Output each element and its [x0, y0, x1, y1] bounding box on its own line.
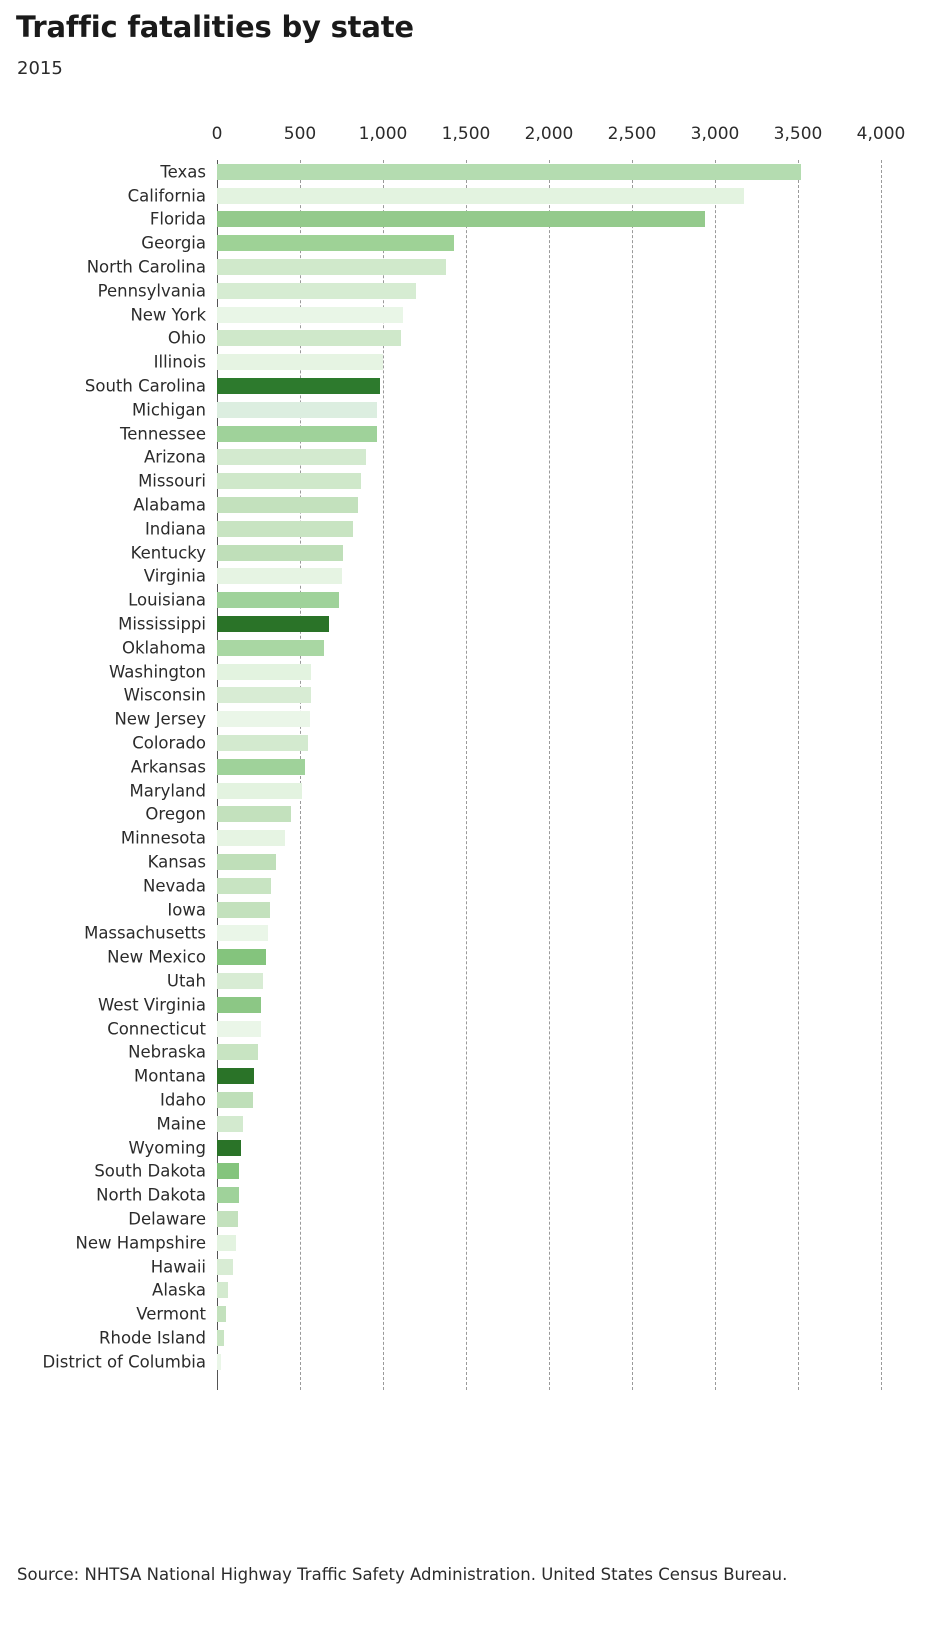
bar-row — [0, 1112, 947, 1136]
bar[interactable] — [217, 1235, 236, 1251]
bar-row — [0, 208, 947, 232]
bar[interactable] — [217, 1354, 221, 1370]
category-label: California — [127, 186, 206, 206]
bar[interactable] — [217, 211, 705, 227]
bar[interactable] — [217, 616, 329, 632]
bar-row — [0, 1302, 947, 1326]
category-label: Indiana — [144, 519, 206, 539]
bar-row — [0, 874, 947, 898]
category-label: Alabama — [133, 495, 206, 515]
category-label: Florida — [149, 209, 206, 229]
bar-row — [0, 684, 947, 708]
category-label: Wisconsin — [123, 685, 206, 705]
category-label: Missouri — [138, 471, 206, 491]
bar-row — [0, 184, 947, 208]
bar[interactable] — [217, 283, 416, 299]
category-label: West Virginia — [97, 995, 206, 1015]
bar-row — [0, 446, 947, 470]
category-label: Maryland — [129, 781, 206, 801]
bar-row — [0, 1064, 947, 1088]
category-label: Oklahoma — [122, 638, 206, 658]
category-label: Arkansas — [130, 757, 206, 777]
category-label: New Mexico — [107, 947, 206, 967]
bar[interactable] — [217, 545, 343, 561]
bar[interactable] — [217, 1187, 239, 1203]
bar[interactable] — [217, 1211, 238, 1227]
bar[interactable] — [217, 164, 801, 180]
category-label: North Carolina — [86, 257, 206, 277]
category-label: Illinois — [153, 352, 206, 372]
bar-row — [0, 1183, 947, 1207]
bar-row — [0, 1159, 947, 1183]
bar-row — [0, 1231, 947, 1255]
bar-row — [0, 493, 947, 517]
bar[interactable] — [217, 806, 291, 822]
category-label: Wyoming — [128, 1138, 206, 1158]
bar-row — [0, 803, 947, 827]
x-tick-label: 2,500 — [607, 124, 657, 144]
category-label: Tennessee — [120, 424, 206, 444]
category-label: Colorado — [132, 733, 206, 753]
category-label: Minnesota — [120, 828, 206, 848]
bar-row — [0, 826, 947, 850]
bar-row — [0, 850, 947, 874]
bar[interactable] — [217, 354, 383, 370]
x-tick-label: 0 — [211, 124, 223, 144]
bar-row — [0, 1136, 947, 1160]
bar-row — [0, 469, 947, 493]
source-note: Source: NHTSA National Highway Traffic Safety Administration. United States Census Bureau. — [17, 1565, 788, 1584]
x-tick-label: 1,500 — [441, 124, 491, 144]
bar[interactable] — [217, 759, 305, 775]
bar-row — [0, 588, 947, 612]
category-label: Connecticut — [107, 1019, 206, 1039]
x-tick-label: 500 — [283, 124, 317, 144]
bar[interactable] — [217, 902, 270, 918]
category-label: Idaho — [159, 1090, 206, 1110]
bar[interactable] — [217, 830, 285, 846]
bar-row — [0, 422, 947, 446]
bar[interactable] — [217, 188, 744, 204]
category-label: Pennsylvania — [97, 281, 206, 301]
bar[interactable] — [217, 402, 377, 418]
bar[interactable] — [217, 449, 366, 465]
bar[interactable] — [217, 1282, 228, 1298]
bar-row — [0, 374, 947, 398]
bar-row — [0, 922, 947, 946]
bar[interactable] — [217, 973, 263, 989]
category-label: Georgia — [141, 233, 206, 253]
bar[interactable] — [217, 640, 324, 656]
bar[interactable] — [217, 925, 268, 941]
bar-row — [0, 541, 947, 565]
category-label: Oregon — [145, 804, 206, 824]
category-label: Delaware — [128, 1209, 206, 1229]
bar[interactable] — [217, 1330, 224, 1346]
bar-row — [0, 1207, 947, 1231]
bar-row — [0, 731, 947, 755]
bar[interactable] — [217, 378, 380, 394]
bar-row — [0, 969, 947, 993]
bar-row — [0, 1255, 947, 1279]
bar[interactable] — [217, 426, 377, 442]
bar-row — [0, 898, 947, 922]
bar-row — [0, 517, 947, 541]
category-label: Washington — [109, 662, 206, 682]
bar-chart — [0, 110, 947, 1400]
bar-row — [0, 660, 947, 684]
bar[interactable] — [217, 735, 308, 751]
category-label: Michigan — [132, 400, 206, 420]
bar[interactable] — [217, 1021, 261, 1037]
bar[interactable] — [217, 307, 403, 323]
bar-row — [0, 612, 947, 636]
bar[interactable] — [217, 1140, 241, 1156]
bar[interactable] — [217, 1306, 226, 1322]
x-tick-label: 4,000 — [856, 124, 906, 144]
category-label: North Dakota — [96, 1185, 206, 1205]
category-label: Rhode Island — [99, 1328, 206, 1348]
page-title: Traffic fatalities by state — [16, 10, 414, 44]
bar-row — [0, 1088, 947, 1112]
bar[interactable] — [217, 997, 261, 1013]
bar[interactable] — [217, 1044, 258, 1060]
bar-row — [0, 160, 947, 184]
bar-row — [0, 1326, 947, 1350]
bar[interactable] — [217, 330, 401, 346]
bar-row — [0, 1040, 947, 1064]
category-label: Utah — [166, 971, 206, 991]
x-tick-label: 1,000 — [358, 124, 408, 144]
category-label: Louisiana — [128, 590, 206, 610]
category-label: District of Columbia — [42, 1352, 206, 1372]
bar-row — [0, 398, 947, 422]
bar[interactable] — [217, 1092, 253, 1108]
bar-row — [0, 327, 947, 351]
bar-row — [0, 636, 947, 660]
bar-row — [0, 755, 947, 779]
bar[interactable] — [217, 259, 446, 275]
category-label: Arizona — [144, 447, 206, 467]
category-label: Virginia — [143, 566, 206, 586]
bar-row — [0, 231, 947, 255]
category-label: Texas — [160, 162, 206, 182]
bar[interactable] — [217, 235, 454, 251]
category-label: New York — [130, 305, 206, 325]
category-label: Nebraska — [128, 1042, 206, 1062]
category-label: Alaska — [152, 1280, 206, 1300]
bar[interactable] — [217, 473, 361, 489]
bar-row — [0, 707, 947, 731]
bar-row — [0, 565, 947, 589]
category-label: South Dakota — [94, 1161, 206, 1181]
bar-row — [0, 779, 947, 803]
bar-row — [0, 279, 947, 303]
bar[interactable] — [217, 854, 276, 870]
category-label: Montana — [134, 1066, 206, 1086]
category-label: Ohio — [167, 328, 206, 348]
category-label: Mississippi — [118, 614, 206, 634]
category-label: Nevada — [143, 876, 206, 896]
bar[interactable] — [217, 711, 310, 727]
bar-row — [0, 1017, 947, 1041]
bar[interactable] — [217, 568, 342, 584]
bar[interactable] — [217, 783, 302, 799]
bar[interactable] — [217, 687, 311, 703]
category-label: Massachusetts — [84, 923, 206, 943]
x-tick-label: 2,000 — [524, 124, 574, 144]
chart-subtitle: 2015 — [17, 58, 63, 79]
bar[interactable] — [217, 1116, 243, 1132]
bar[interactable] — [217, 1163, 239, 1179]
bar-row — [0, 1278, 947, 1302]
bar[interactable] — [217, 521, 353, 537]
bar-row — [0, 350, 947, 374]
category-label: Iowa — [167, 900, 206, 920]
x-tick-label: 3,500 — [773, 124, 823, 144]
category-label: Vermont — [136, 1304, 206, 1324]
category-label: Maine — [156, 1114, 206, 1134]
bar-row — [0, 1350, 947, 1374]
bar[interactable] — [217, 664, 311, 680]
category-label: New Hampshire — [75, 1233, 206, 1253]
category-label: New Jersey — [114, 709, 206, 729]
x-tick-label: 3,000 — [690, 124, 740, 144]
bar-row — [0, 303, 947, 327]
category-label: South Carolina — [84, 376, 206, 396]
bar[interactable] — [217, 1259, 233, 1275]
category-label: Hawaii — [150, 1257, 206, 1277]
bar[interactable] — [217, 592, 339, 608]
bar-rows — [0, 160, 947, 1374]
bar-row — [0, 255, 947, 279]
x-axis-tick-labels — [0, 110, 947, 160]
bar[interactable] — [217, 878, 271, 894]
bar[interactable] — [217, 497, 358, 513]
bar-row — [0, 993, 947, 1017]
category-label: Kentucky — [130, 543, 206, 563]
bar[interactable] — [217, 949, 266, 965]
bar[interactable] — [217, 1068, 254, 1084]
bar-row — [0, 945, 947, 969]
category-label: Kansas — [147, 852, 206, 872]
